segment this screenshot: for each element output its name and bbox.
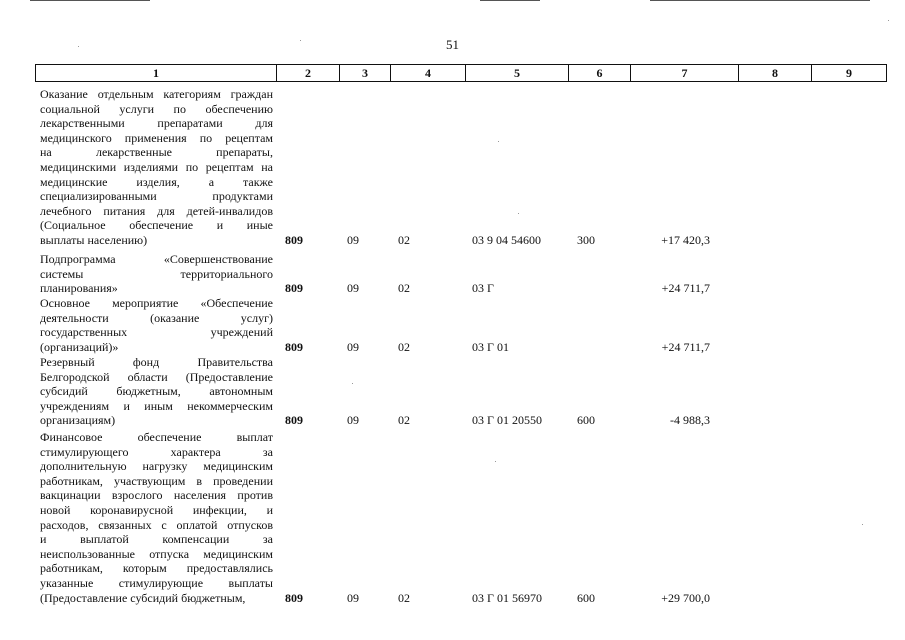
expense-type-code: 300 — [577, 233, 595, 247]
description-line: на лекарственные препараты, — [40, 145, 273, 160]
description-line: работникам, участвующим в проведении — [40, 473, 273, 488]
scan-speck — [888, 20, 889, 21]
description-line: Основное мероприятие «Обеспечение — [40, 296, 273, 310]
column-header-table — [35, 64, 887, 82]
header-col-1: 1 — [36, 65, 277, 82]
expense-type-code: 600 — [577, 590, 595, 605]
top-border-line — [30, 0, 150, 1]
amount-value: +24 711,7 — [661, 281, 710, 296]
description-line: организациям) — [40, 413, 116, 428]
ministry-code: 809 — [285, 590, 303, 605]
scan-speck — [352, 383, 353, 384]
description-line: Резервный фонд Правительства — [40, 355, 273, 369]
target-article-code: 03 Г 01 20550 — [472, 413, 542, 428]
target-article-code: 03 Г — [472, 281, 494, 296]
description-line: медицинскими изделиями по рецептам на — [40, 159, 273, 174]
ministry-code: 809 — [285, 413, 303, 428]
description-line: субсидий бюджетным, автономным — [40, 384, 273, 399]
description-line: Подпрограмма «Совершенствование — [40, 252, 273, 266]
ministry-code: 809 — [285, 281, 303, 296]
amount-value: +29 700,0 — [661, 590, 710, 605]
ministry-code: 809 — [285, 233, 303, 247]
top-border-line — [480, 0, 540, 1]
scan-speck — [862, 524, 863, 525]
description-line: специализированными продуктами — [40, 189, 273, 204]
section-code: 09 — [347, 281, 359, 296]
header-col-3: 3 — [340, 65, 391, 82]
description-line: (Социальное обеспечение и иные — [40, 218, 273, 233]
top-border-line — [650, 0, 870, 1]
description-line: лекарственными препаратами для — [40, 116, 273, 131]
description-line: социальной услуги по обеспечению — [40, 101, 273, 116]
description-line: Финансовое обеспечение выплат — [40, 430, 273, 444]
header-col-6: 6 — [569, 65, 631, 82]
scan-speck — [495, 461, 496, 462]
header-row — [36, 65, 887, 82]
target-article-code: 03 Г 01 56970 — [472, 590, 542, 605]
header-col-2: 2 — [277, 65, 340, 82]
description-line: указанные стимулирующие выплаты — [40, 575, 273, 590]
subsection-code: 02 — [398, 281, 410, 296]
description-line: (Предоставление субсидий бюджетным, — [40, 590, 246, 605]
description-line: вакцинации взрослого населения против — [40, 488, 273, 503]
description-line: дополнительную нагрузку медицинским — [40, 459, 273, 474]
description-line: Белгородской области (Предоставление — [40, 369, 273, 384]
scan-speck — [498, 141, 499, 142]
subsection-code: 02 — [398, 233, 410, 247]
expense-type-code: 600 — [577, 413, 595, 428]
description-line: планирования» — [40, 281, 118, 296]
description-line: новой коронавирусной инфекции, и — [40, 502, 273, 517]
header-col-8: 8 — [739, 65, 812, 82]
description-line: Оказание отдельным категориям граждан — [40, 87, 273, 101]
row-description — [40, 296, 273, 354]
section-code: 09 — [347, 339, 359, 354]
description-line: государственных учреждений — [40, 325, 273, 340]
header-col-9: 9 — [812, 65, 887, 82]
row-description — [40, 87, 273, 248]
description-line: деятельности (оказание услуг) — [40, 310, 273, 325]
subsection-code: 02 — [398, 339, 410, 354]
ministry-code: 809 — [285, 339, 303, 354]
amount-value: +17 420,3 — [661, 233, 710, 247]
section-code: 09 — [347, 413, 359, 428]
target-article-code: 03 9 04 54600 — [472, 233, 541, 247]
description-line: системы территориального — [40, 266, 273, 281]
row-description — [40, 252, 273, 296]
row-description — [40, 430, 273, 605]
description-line: (организаций)» — [40, 339, 119, 354]
header-col-5: 5 — [466, 65, 569, 82]
description-line: лечебного питания для детей-инвалидов — [40, 203, 273, 218]
amount-value: +24 711,7 — [661, 339, 710, 354]
amount-value: -4 988,3 — [670, 413, 710, 428]
description-line: стимулирующего характера за — [40, 444, 273, 459]
description-line: расходов, связанных с оплатой отпусков — [40, 517, 273, 532]
subsection-code: 02 — [398, 590, 410, 605]
section-code: 09 — [347, 590, 359, 605]
scan-speck — [518, 213, 519, 214]
description-line: работникам, которым предоставлялись — [40, 561, 273, 576]
description-line: и выплатой компенсации за — [40, 532, 273, 547]
page-number: 51 — [446, 37, 459, 52]
target-article-code: 03 Г 01 — [472, 339, 509, 354]
description-line: медицинские изделия, а также — [40, 174, 273, 189]
description-line: медицинского применения по рецептам — [40, 130, 273, 145]
scan-speck — [300, 40, 301, 41]
scan-speck — [78, 46, 79, 47]
header-col-4: 4 — [391, 65, 466, 82]
description-line: выплаты населению) — [40, 232, 148, 247]
subsection-code: 02 — [398, 413, 410, 428]
description-line: неиспользованные отпуска медицинским — [40, 546, 273, 561]
description-line: учреждениям и иным некоммерческим — [40, 398, 273, 413]
section-code: 09 — [347, 233, 359, 247]
row-description — [40, 355, 273, 428]
header-col-7: 7 — [631, 65, 739, 82]
